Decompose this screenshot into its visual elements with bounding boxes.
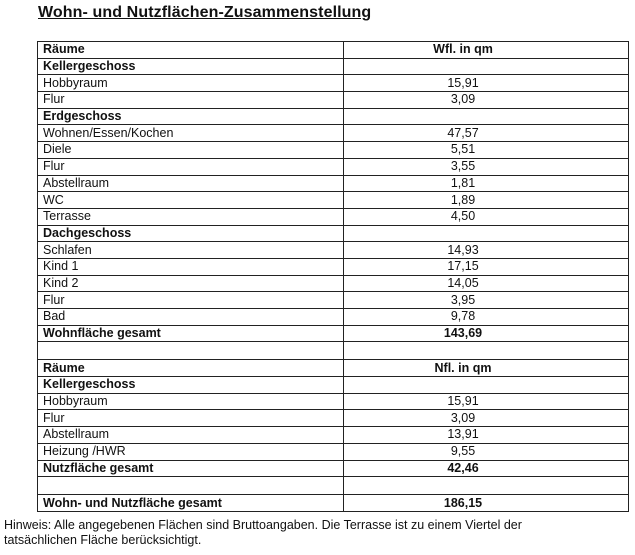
area-value — [344, 477, 629, 495]
room-label: Kellergeschoss — [38, 58, 344, 75]
table-row-total — [38, 460, 629, 477]
footnote — [4, 518, 629, 548]
room-label: Räume — [38, 42, 344, 59]
table-row — [38, 242, 629, 259]
footnote-line-2: tatsächlichen Fläche berücksichtigt. — [4, 533, 202, 547]
area-value: 14,05 — [344, 275, 629, 292]
table-row-section — [38, 225, 629, 242]
table-row-section — [38, 58, 629, 75]
table-row — [38, 309, 629, 326]
area-value: 42,46 — [344, 460, 629, 477]
document-title: Wohn- und Nutzflächen-Zusammenstellung — [38, 4, 372, 21]
area-value: Nfl. in qm — [344, 360, 629, 377]
area-value: 14,93 — [344, 242, 629, 259]
room-label: Kellergeschoss — [38, 377, 344, 394]
room-label: Hobbyraum — [38, 75, 344, 92]
room-label: Flur — [38, 292, 344, 309]
area-table — [37, 41, 629, 512]
area-value — [344, 225, 629, 242]
room-label: Heizung /HWR — [38, 443, 344, 460]
table-row — [38, 142, 629, 159]
area-value: 5,51 — [344, 142, 629, 159]
area-value: 47,57 — [344, 125, 629, 142]
area-value: 1,81 — [344, 175, 629, 192]
table-row — [38, 393, 629, 410]
area-value: 15,91 — [344, 75, 629, 92]
table-row-section — [38, 108, 629, 125]
room-label: Terrasse — [38, 208, 344, 225]
table-row — [38, 158, 629, 175]
table-row — [38, 75, 629, 92]
area-value — [344, 58, 629, 75]
area-value: 3,09 — [344, 92, 629, 109]
table-row — [38, 292, 629, 309]
table-row-total — [38, 325, 629, 342]
table-row-spacer — [38, 342, 629, 360]
room-label: Dachgeschoss — [38, 225, 344, 242]
room-label: Erdgeschoss — [38, 108, 344, 125]
room-label: Flur — [38, 92, 344, 109]
table-row — [38, 125, 629, 142]
area-value: 17,15 — [344, 258, 629, 275]
table-row-spacer — [38, 477, 629, 495]
room-label: Wohn- und Nutzfläche gesamt — [38, 495, 344, 512]
area-value: 1,89 — [344, 192, 629, 209]
table-row — [38, 443, 629, 460]
area-value: 15,91 — [344, 393, 629, 410]
table-row-total — [38, 495, 629, 512]
table-row — [38, 208, 629, 225]
area-value — [344, 342, 629, 360]
area-value: 9,55 — [344, 443, 629, 460]
room-label: WC — [38, 192, 344, 209]
room-label: Flur — [38, 158, 344, 175]
room-label — [38, 342, 344, 360]
table-row — [38, 258, 629, 275]
table-row — [38, 175, 629, 192]
area-value — [344, 108, 629, 125]
room-label: Bad — [38, 309, 344, 326]
table-row — [38, 275, 629, 292]
area-value — [344, 377, 629, 394]
room-label: Abstellraum — [38, 427, 344, 444]
area-value: Wfl. in qm — [344, 42, 629, 59]
area-value: 186,15 — [344, 495, 629, 512]
room-label: Wohnfläche gesamt — [38, 325, 344, 342]
table-row-header — [38, 360, 629, 377]
room-label: Schlafen — [38, 242, 344, 259]
room-label: Räume — [38, 360, 344, 377]
room-label: Wohnen/Essen/Kochen — [38, 125, 344, 142]
room-label: Kind 2 — [38, 275, 344, 292]
footnote-line-1: Hinweis: Alle angegebenen Flächen sind Bruttoangaben. Die Terrasse ist zu einem Viertel der — [4, 518, 522, 532]
area-value: 143,69 — [344, 325, 629, 342]
room-label: Flur — [38, 410, 344, 427]
area-value: 9,78 — [344, 309, 629, 326]
area-value: 3,55 — [344, 158, 629, 175]
room-label: Hobbyraum — [38, 393, 344, 410]
table-row — [38, 410, 629, 427]
area-value: 4,50 — [344, 208, 629, 225]
table-row — [38, 92, 629, 109]
room-label: Kind 1 — [38, 258, 344, 275]
area-value: 3,09 — [344, 410, 629, 427]
room-label: Diele — [38, 142, 344, 159]
room-label: Nutzfläche gesamt — [38, 460, 344, 477]
room-label — [38, 477, 344, 495]
table-row-header — [38, 42, 629, 59]
table-row — [38, 427, 629, 444]
room-label: Abstellraum — [38, 175, 344, 192]
area-value: 13,91 — [344, 427, 629, 444]
area-value: 3,95 — [344, 292, 629, 309]
area-table-body — [38, 42, 629, 512]
table-row-section — [38, 377, 629, 394]
table-row — [38, 192, 629, 209]
